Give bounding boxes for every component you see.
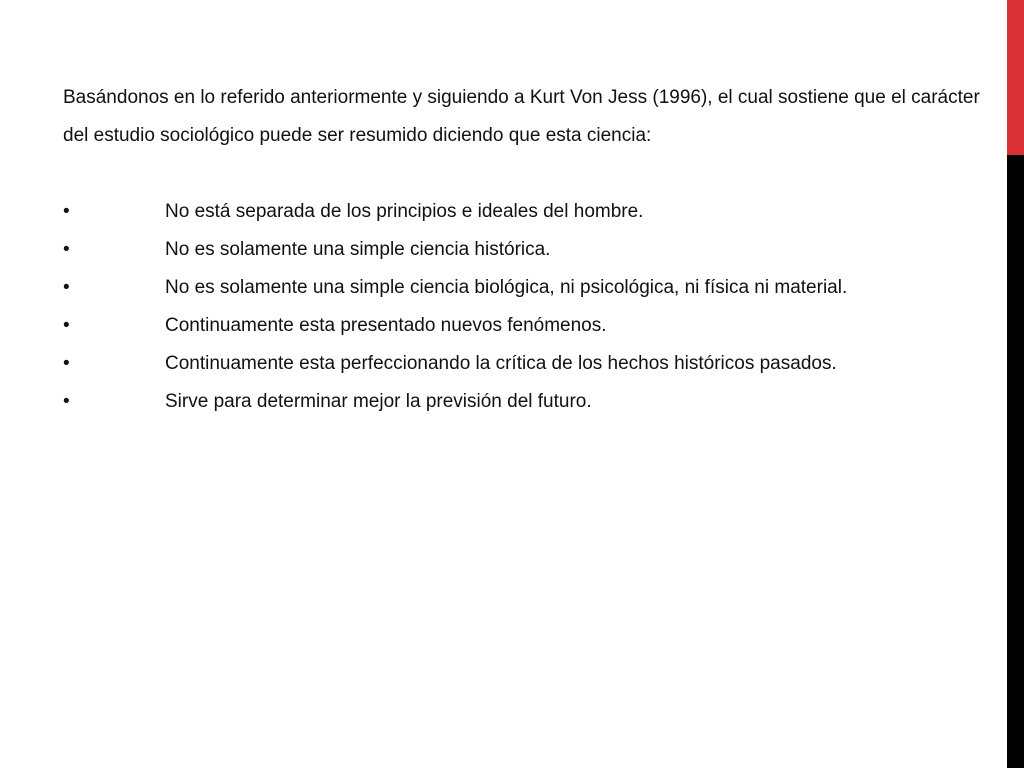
bullet-icon: •: [63, 239, 70, 260]
accent-bar-red: [1007, 0, 1024, 155]
bullet-icon: •: [63, 391, 70, 412]
list-item-text: Sirve para determinar mejor la previsión del futuro.: [165, 391, 592, 412]
list-item: [63, 383, 983, 421]
list-item-text: Continuamente esta perfeccionando la crítica de los hechos históricos pasados.: [165, 353, 837, 374]
bullet-icon: •: [63, 353, 70, 374]
list-item-text: No está separada de los principios e ideales del hombre.: [165, 201, 644, 222]
bullet-list: [63, 193, 983, 421]
list-item: [63, 345, 983, 383]
list-item: [63, 231, 983, 269]
list-item: [63, 269, 983, 307]
list-item: [63, 193, 983, 231]
bullet-icon: •: [63, 201, 70, 222]
accent-bar-black: [1007, 155, 1024, 768]
slide-content: [63, 79, 983, 421]
intro-paragraph: Basándonos en lo referido anteriormente y siguiendo a Kurt Von Jess (1996), el cual sostiene que el carácter del estudio sociológico puede ser resumido diciendo que esta ciencia:: [63, 87, 980, 146]
list-item-text: No es solamente una simple ciencia biológica, ni psicológica, ni física ni material.: [165, 277, 848, 298]
bullet-icon: •: [63, 315, 70, 336]
list-item-text: No es solamente una simple ciencia histórica.: [165, 239, 551, 260]
list-item: [63, 307, 983, 345]
list-item-text: Continuamente esta presentado nuevos fenómenos.: [165, 315, 607, 336]
bullet-icon: •: [63, 277, 70, 298]
